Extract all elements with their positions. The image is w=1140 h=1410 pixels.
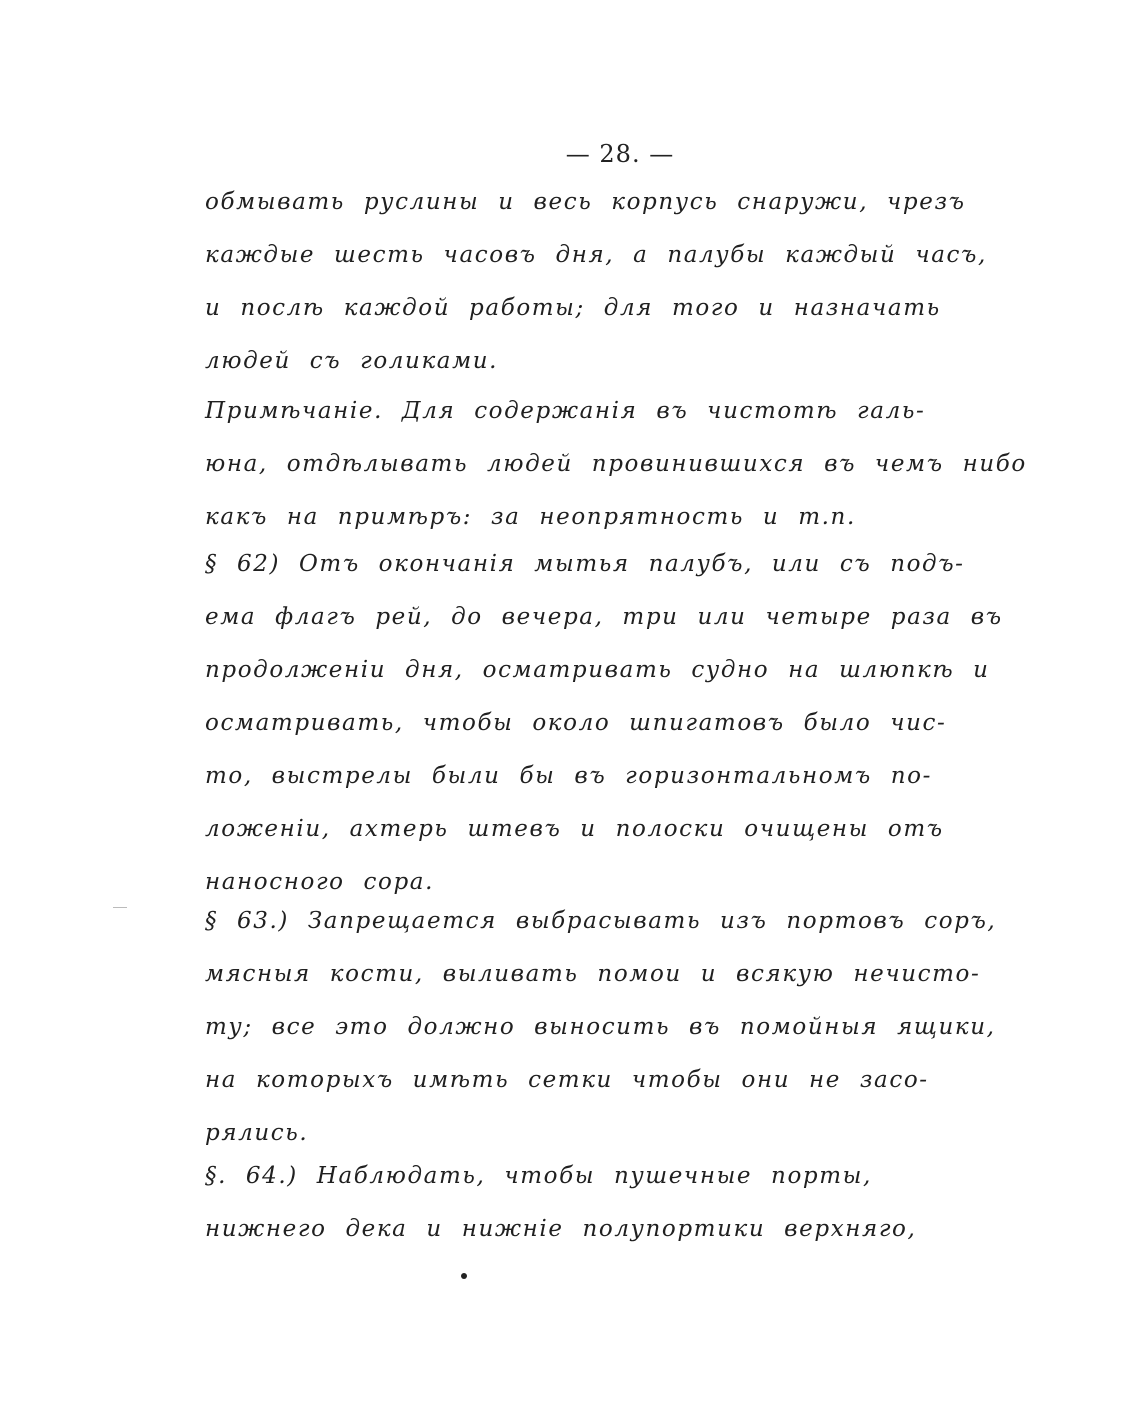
ink-dot <box>461 1273 467 1279</box>
paragraph-section-62: § 62) Отъ окончанія мытья палубъ, или съ подъ- ема флагъ рей, до вечера, три или четыре раза въ продолженіи дня, осматривать судно на шлюпкѣ и осматривать, чтобы около шпигатовъ было чис- то, выстрелы были бы въ горизонтальномъ по- ложеніи, ахтерь штевъ и полоски очищены отъ наносного сора. <box>205 551 1003 895</box>
paragraph-washing-hull: обмывать руслины и весь корпусь снаружи, чрезъ каждые шесть часовъ дня, а палубы каждый часъ, и послѣ каждой работы; для того и назначать людей съ голиками. <box>205 189 987 374</box>
paragraph-section-63: § 63.) Запрещается выбрасывать изъ портовъ соръ, мясныя кости, выливать помои и всякую нечисто- ту; все это должно выносить въ помойныя ящики, на которыхъ имѣть сетки чтобы они не засо- рялись. <box>205 908 997 1146</box>
paragraph-note-galley: Примѣчаніе. Для содержанія въ чистотѣ галь- юна, отдѣлывать людей провинившихся въ чемъ нибо какъ на примѣръ: за неопрятность и т.п. <box>205 398 1027 530</box>
page-number: — 28. — <box>565 140 675 168</box>
margin-mark <box>113 907 127 908</box>
paragraph-section-64: §. 64.) Наблюдать, чтобы пушечные порты, нижнего дека и нижніе полупортики верхняго, <box>205 1163 917 1242</box>
